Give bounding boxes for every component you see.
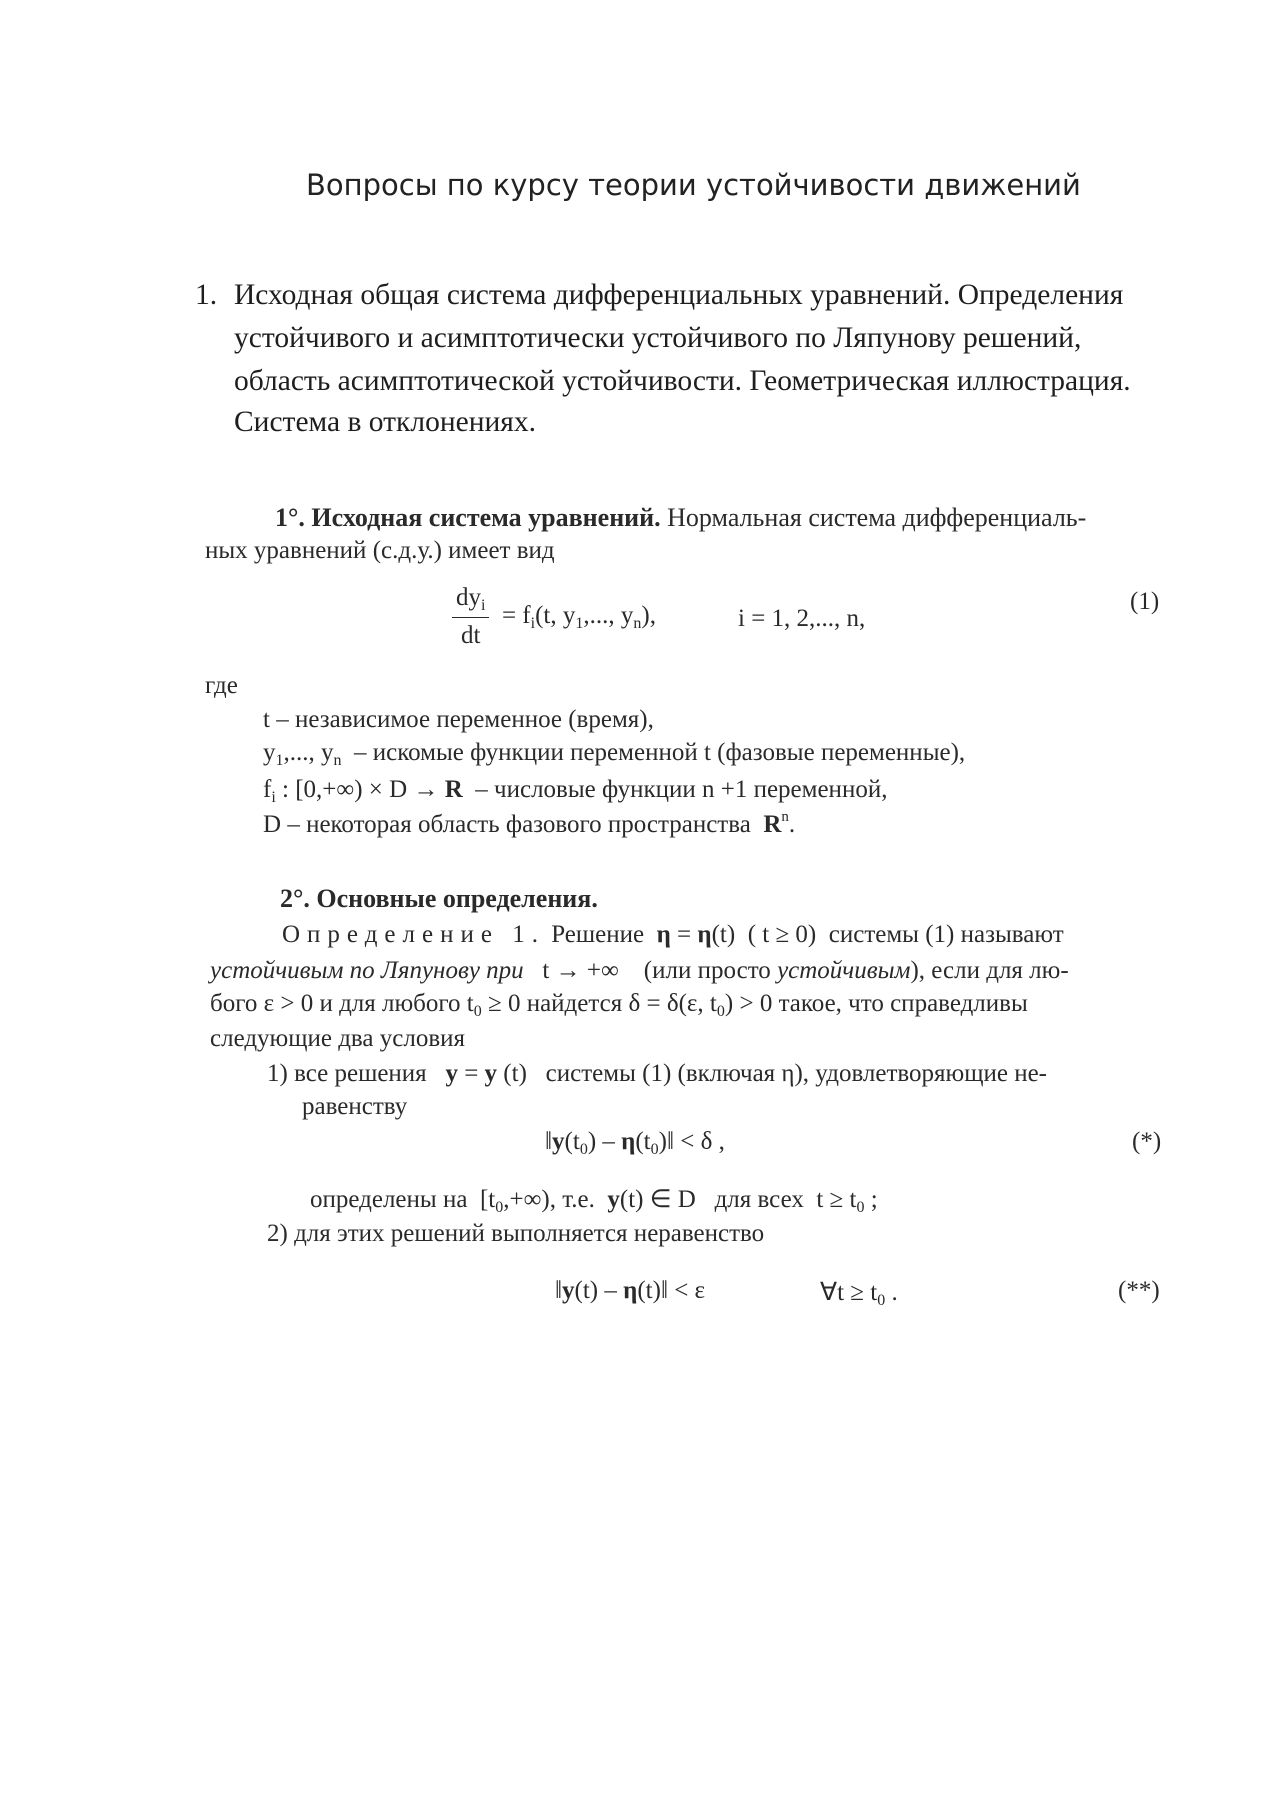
equation-star-label: (*)	[1132, 1128, 1162, 1155]
def-y: $y_1$,..., $y_n$ – искомые функции переменной t (фазовые переменные),	[263, 739, 966, 769]
page-title: Вопросы по курсу теории устойчивости движений	[306, 168, 1081, 202]
equation-1: $\frac{dy_i}{dt}$ = $f_i(t$, $y_1$,..., $y_n$),	[452, 584, 656, 650]
equation-double-star: ‖y(t) – η(t)‖ < ε	[555, 1277, 706, 1304]
definition-1-line3: бого ε > 0 и для любого $t_0 \ge 0$ найдется δ = δ(ε, $t_0) > 0$ такое, что справедливы	[210, 990, 1028, 1020]
section1-heading-line	[275, 503, 1086, 533]
section1-intro-line2: ных уравнений (с.д.у.) имеет вид	[205, 537, 555, 564]
equation-star: $‖y(t_0)$ – $\eta(t_0)‖ < \delta$ ,	[545, 1128, 725, 1158]
derivative-fraction: $\frac{dy_i}{dt}$	[452, 584, 489, 650]
definition-1-line1: Определение 1. Решение η = η(t) ( t ≥ 0) системы (1) называют	[282, 921, 1064, 948]
question-line-3: область асимптотической устойчивости. Геометрическая иллюстрация.	[234, 365, 1131, 397]
equation-double-star-label: (**)	[1118, 1277, 1160, 1304]
condition-1-cont: равенству	[302, 1093, 408, 1120]
question-line-2: устойчивого и асимптотически устойчивого по Ляпунову решений,	[234, 322, 1082, 354]
condition-2: 2) для этих решений выполняется неравенство	[267, 1220, 765, 1247]
definition-1-line2: устойчивым по Ляпунову при t → +∞ (или просто устойчивым), если для лю-	[210, 957, 1069, 984]
question-line-4: Система в отклонениях.	[234, 406, 536, 438]
equation-1-range: i = 1, 2,..., n,	[738, 605, 866, 632]
definition-label: Определение 1.	[282, 921, 545, 948]
equation-double-star-quantifier: ∀t ≥ $t_0$ .	[820, 1279, 898, 1309]
question-number: 1.	[195, 279, 218, 311]
defined-on-line: определены на $[t_0,+\infty)$, т.е. y(t) ∈ D для всех $t \ge t_0$ ;	[310, 1186, 878, 1216]
section1-heading: 1°. Исходная система уравнений.	[275, 503, 661, 532]
where-word: где	[205, 672, 238, 699]
section2-heading: 2°. Основные определения.	[280, 884, 598, 913]
section1-intro-tail: Нормальная система дифференциаль-	[667, 503, 1087, 532]
condition-1: 1) все решения y = y (t) системы (1) (включая η), удовлетворяющие не-	[267, 1060, 1048, 1087]
definition-1-line4: следующие два условия	[210, 1025, 466, 1052]
def-D: D – некоторая область фазового пространства $R^n$.	[263, 809, 796, 838]
equation-1-label: (1)	[1130, 588, 1160, 615]
question-line-1: Исходная общая система дифференциальных уравнений. Определения	[234, 279, 1124, 311]
def-t: t – независимое переменное (время),	[263, 706, 654, 733]
def-f: $f_i$ : [0,+∞) × D → R – числовые функции n +1 переменной,	[263, 776, 888, 806]
